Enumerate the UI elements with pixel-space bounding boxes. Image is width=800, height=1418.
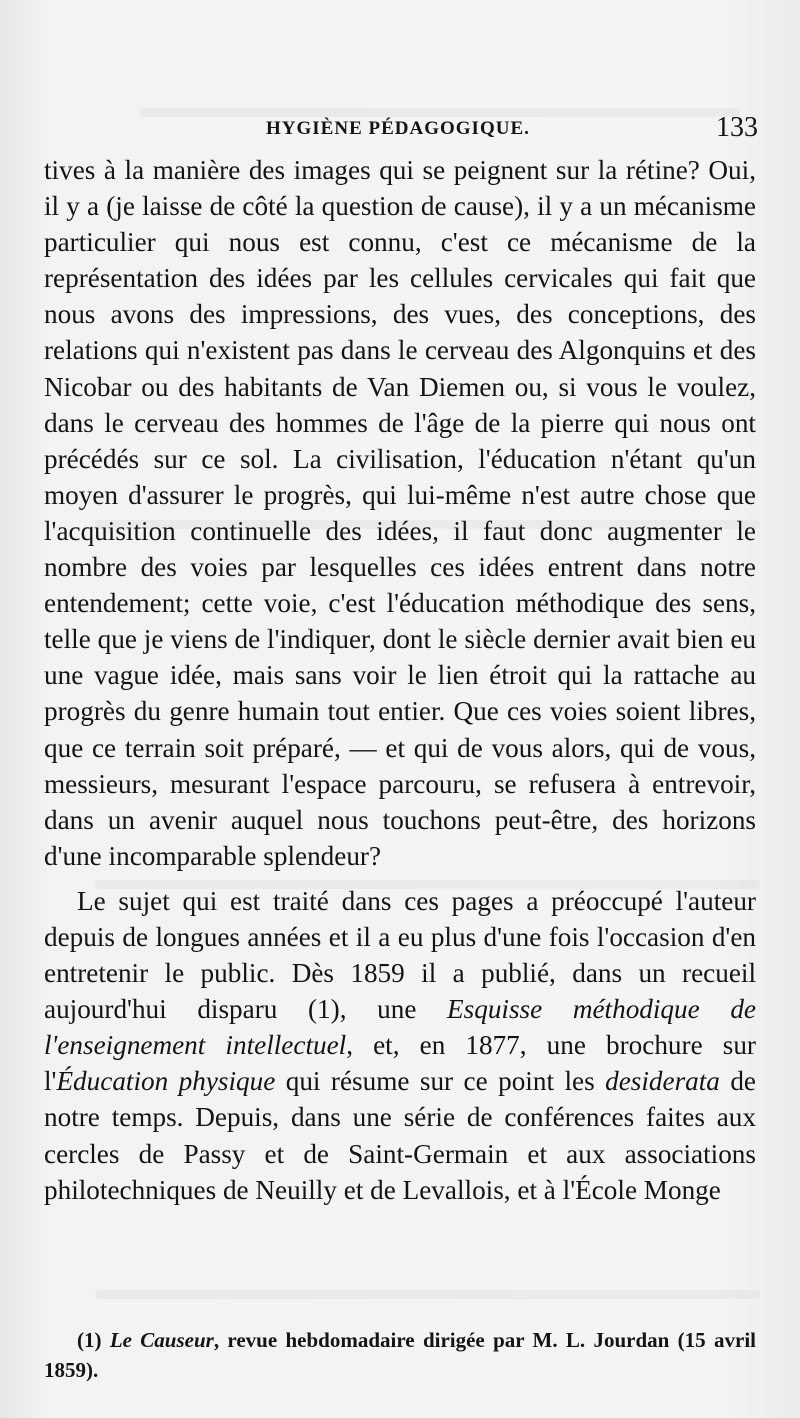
italic-title: Esquisse méthodique de l'enseignement intellectuel: [44, 994, 756, 1061]
running-head: HYGIÈNE PÉDAGOGIQUE.: [266, 118, 530, 139]
text-run: de notre temps. Depuis, dans une série de conférences faites aux cercles de Passy et de Saint-Germain et aux associations philotechniques de Neuilly et de Levallois, et à l'École Monge: [44, 1066, 756, 1205]
paragraph: [44, 883, 756, 1208]
footnote: [44, 1325, 756, 1385]
text-run: qui résume sur ce point les: [275, 1066, 606, 1097]
italic-title: Éducation physique: [56, 1066, 276, 1097]
italic-term: desiderata: [605, 1066, 720, 1097]
footnote-marker: (1): [77, 1328, 110, 1352]
text-run: , et, en 1877, une brochure sur l': [44, 1030, 756, 1097]
page-header: [0, 112, 800, 146]
page-number: 133: [716, 112, 758, 143]
footnote-text: , revue hebdomadaire dirigée par M. L. Jourdan (15 avril 1859).: [44, 1328, 756, 1382]
text-run: Le sujet qui est traité dans ces pages a préoccupé l'auteur depuis de longues années et il a eu plus d'une fois l'occasion d'en entretenir le public. Dès 1859 il a publié, dans un recueil aujourd'hui disparu (1), une: [44, 885, 756, 1025]
paragraph-continued: tives à la manière des images qui se peignent sur la rétine? Oui, il y a (je laisse de côté la question de cause), il y a un mécanisme particulier qui nous est connu, c'est ce mécanisme de la représentation des idées par les cellules cervicales qui fait que nous avons des impressions, des vues, des conceptions, des relations qui n'existent pas dans le cerveau des Algonquins et des Nicobar ou des habitants de Van Diemen ou, si vous le voulez, dans le cerveau des hommes de l'âge de la pierre qui nous ont précédés sur ce sol. La civilisation, l'éducation n'étant qu'un moyen d'assurer le progrès, qui lui-même n'est autre chose que l'acquisition continuelle des idées, il faut donc augmenter le nombre des voies par lesquelles ces idées entrent dans notre entendement; cette voie, c'est l'éducation méthodique des sens, telle que je viens de l'indiquer, dont le siècle dernier avait bien eu une vague idée, mais sans voir le lien étroit qui la rattache au progrès du genre humain tout entier. Que ces voies soient libres, que ce terrain soit préparé, — et qui de vous alors, qui de vous, messieurs, mesurant l'espace parcouru, se refusera à entrevoir, dans un avenir auquel nous touchons peut-être, des horizons d'une incomparable splendeur?: [44, 155, 756, 871]
bleed-through: [95, 1290, 760, 1299]
footnote-title: Le Causeur: [109, 1328, 214, 1352]
body-text: [44, 152, 756, 1208]
